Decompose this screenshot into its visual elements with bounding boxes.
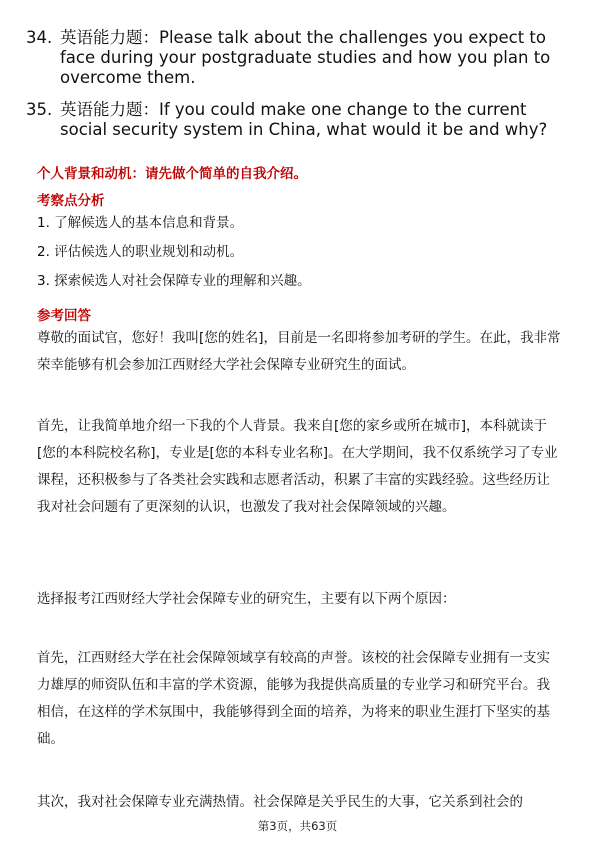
section-title: 个人背景和动机：请先做个简单的自我介绍。 <box>37 166 307 182</box>
analysis-item: 2. 评估候选人的职业规划和动机。 <box>37 244 244 260</box>
question-35 <box>26 100 566 140</box>
analysis-heading: 考察点分析 <box>37 193 105 209</box>
page-footer: 第3页，共63页 <box>257 819 338 833</box>
question-text: 英语能力题：Please talk about the challenges you expect to face during your postgraduate studies and how you plan to overcome them. <box>60 28 551 87</box>
analysis-item: 1. 了解候选人的基本信息和背景。 <box>37 215 244 231</box>
question-34 <box>26 28 566 88</box>
answer-paragraph: 选择报考江西财经大学社会保障专业的研究生，主要有以下两个原因： <box>37 591 456 607</box>
answer-paragraph: 首先，江西财经大学在社会保障领域享有较高的声誉。该校的社会保障专业拥有一支实力雄厚的师资队伍和丰富的学术资源，能够为我提供高质量的专业学习和研究平台。我相信，在这样的学术氛围中，我能够得到全面的培养，为将来的职业生涯打下坚实的基础。 <box>37 650 550 747</box>
answer-paragraph: 尊敬的面试官，您好！我叫[您的姓名]，目前是一名即将参加考研的学生。在此，我非常荣幸能够有机会参加江西财经大学社会保障专业研究生的面试。 <box>37 330 561 373</box>
analysis-item: 3. 探索候选人对社会保障专业的理解和兴趣。 <box>37 273 311 289</box>
question-number: 34. <box>26 28 53 47</box>
answer-paragraph: 其次，我对社会保障专业充满热情。社会保障是关乎民生的大事，它关系到社会的 <box>37 794 523 810</box>
question-text: 英语能力题：If you could make one change to the current social security system in China, what would it be and why? <box>60 100 548 139</box>
question-number: 35. <box>26 100 53 119</box>
answer-paragraph: 首先，让我简单地介绍一下我的个人背景。我来自[您的家乡或所在城市]，本科就读于[您的本科院校名称]，专业是[您的本科专业名称]。在大学期间，我不仅系统学习了专业课程，还积极参与了各类社会实践和志愿者活动，积累了丰富的实践经验。这些经历让我对社会问题有了更深刻的认识，也激发了我对社会保障领域的兴趣。 <box>37 418 558 515</box>
answer-heading: 参考回答 <box>37 308 91 324</box>
